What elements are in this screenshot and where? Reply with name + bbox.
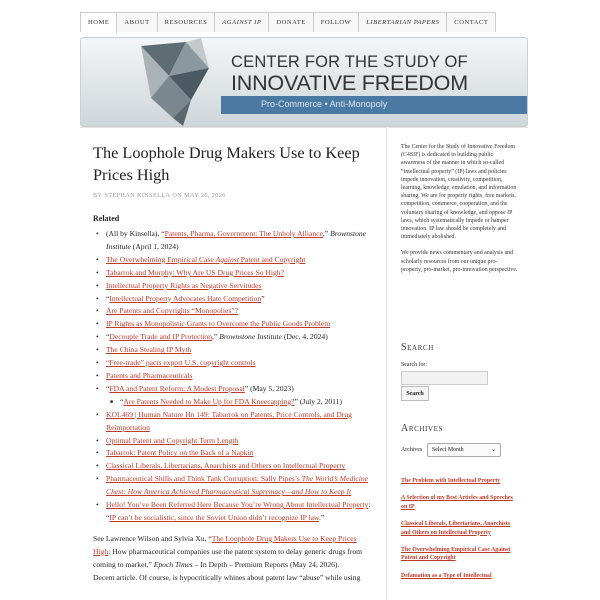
main-nav [80,12,496,32]
post-content [93,142,375,584]
nav-follow[interactable]: FOLLOW [314,13,359,32]
nav-resources[interactable]: RESOURCES [158,13,216,32]
about-text-2: We provide news commentary and analysis and scholarly resources from our unique pro-property, pro-market, pro-innovation perspective. [401,250,518,273]
list-item [93,435,375,448]
nav-libertarian-papers[interactable]: LIBERTARIAN PAPERS [359,13,447,32]
article-link[interactable]: The Loophole Drug Makers Use to Keep Prices High [93,533,357,556]
list-item [93,409,375,435]
list-item: • “Intellectual Property Advocates Hate Competition” [93,293,375,306]
nav-contact[interactable]: CONTACT [454,19,489,26]
list-item [93,499,375,525]
related-link[interactable]: Decouple Trade and IP Protection [109,332,213,342]
body-paragraph: See Lawrence Wilson and Sylvia Xu, “The Loophole Drug Makers Use to Keep Prices High: How pharmaceutical companies use the patent system to delay generic drugs from coming to market,” Epoch Times – In Depth – Premium Reports (May 24, 2026). Decent article. Of course, is hypocritically whines about patent law “abuse” while using [93,533,363,582]
sidebar-link[interactable]: The Overwhelming Empirical Case Against Patent and Copyright [401,547,511,562]
text: : “ [106,500,371,522]
related-link[interactable]: Pharmaceutical Shills and Think Tank Corruption: Sally Pipes’s The World’s Medicine Chest: How America Achieved Pharmaceutical Supremacy—and How to Keep It [106,474,368,497]
source: Brownstone Institute [106,229,367,251]
search-input[interactable] [401,371,488,385]
site-banner[interactable] [80,37,528,127]
related-link[interactable]: Intellectual Property Advocates Hate Competition [109,293,262,303]
list-item [93,254,375,267]
list-item [401,546,518,563]
body-continued: Decent article. Of course, is hypocritically whines about patent law “abuse” while using [93,572,361,582]
related-link[interactable]: Are Patents and Copyrights “Monopolies”? [106,306,239,316]
about-widget [401,143,518,274]
list-item: • “FDA and Patent Reform: A Modest Proposal” (May 5, 2023) ■ “Are Patents Needed to Make Up for FDA Kneecapping?” (July 2, 2011) [93,383,375,409]
search-button[interactable]: Search [401,386,429,401]
search-label: Search for: [401,362,428,368]
list-item [93,357,375,370]
related-list [93,228,375,525]
related-heading: Related [93,214,120,223]
nav-donate[interactable]: DONATE [269,13,313,32]
sidebar-links [401,477,518,589]
related-link[interactable]: Intellectual Property Rights as Negative Servitudes [106,280,262,290]
list-item: • “Decouple Trade and IP Protection,” Brownstone Institute (Dec. 4, 2024) [93,331,375,344]
nav-home[interactable]: HOME [81,13,117,33]
list-item [93,280,375,293]
related-link[interactable]: Hello! You’ve Been Referred Here Because You’re Wrong About Intellectual Property [106,500,369,510]
text: (April 1, 2024) [130,241,179,251]
related-link[interactable]: Patents and Pharmaceuticals [106,370,193,380]
byline-on: ON [172,192,183,199]
banner-line-1: CENTER FOR THE STUDY OF [231,53,468,71]
related-link[interactable]: Are Patents Needed to Make Up for FDA Kneecapping? [123,396,295,406]
source: Brownstone Institute [219,332,282,342]
sidebar-link[interactable]: Classical Liberals, Libertarians, Anarchists and Others on Intellectual Property [401,521,511,536]
related-link[interactable]: The China Stealing IP Myth [106,345,192,355]
list-item: ■ “Are Patents Needed to Make Up for FDA Kneecapping?” (July 2, 2011) [106,396,375,409]
archives-selected-value: Select Month [432,447,464,453]
list-item [93,473,375,499]
sidebar-link[interactable]: Defamation as a Type of Intellectual [401,572,492,579]
related-link[interactable]: KOL469 | Human Nature Hn 149: Tabarrok on Patents, Price Controls, and Drug Reimportation [106,409,352,432]
list-item [401,494,518,511]
chevron-down-icon: ⌄ [490,447,496,453]
list-item [401,477,518,485]
main-column [80,127,387,600]
text: ,” [322,229,331,238]
related-link[interactable]: Tabarrok and Murphy: Why Are US Drug Prices So High? [106,267,284,277]
origami-bird-logo [131,38,221,127]
related-link[interactable]: Optimal Patent and Copyright Term Length [106,435,239,445]
list-item [93,267,375,280]
text: (Dec. 4, 2024) [281,332,328,342]
sidebar-link[interactable]: The Problem with Intellectual Property [401,478,501,484]
list-item [93,305,375,318]
nav-against-ip[interactable]: AGAINST IP [215,13,269,32]
archives-select[interactable] [427,443,501,457]
list-item [93,344,375,357]
post-date: MAY 26, 2026 [184,192,226,199]
related-link[interactable]: IP Rights as Monopolistic Grants to Overcome the Public Goods Problem [106,319,331,329]
byline-prefix: BY [93,192,103,199]
sidebar-link[interactable]: A Selection of my Best Articles and Speeches on IP [401,495,513,510]
about-text: The Center for the Study of Innovative Freedom (C4SIF) is dedicated to building public awareness of the manner in which so-called “intellectual property” (IP) laws and policies impede innovation, creativity, competition, learning, knowledge, emulation, and information sharing. We are for property rights, free markets, competition, commerce, cooperation, and the voluntary sharing of knowledge, and oppose IP laws, which systematically impede or hamper innovation. IP law should be completely and immediately abolished. [401,144,517,241]
list-item [93,460,375,473]
related-link[interactable]: “Free-trade” pacts export U.S. copyright controls [106,358,256,368]
banner-line-2: INNOVATIVE FREEDOM [231,71,468,95]
list-item [93,447,375,460]
related-link[interactable]: FDA and Patent Reform: A Modest Proposal [109,383,245,393]
related-link[interactable]: Classical Liberals, Libertarians, Anarchists and Others on Intellectual Property [106,461,346,471]
text: ” (May 5, 2023) [244,383,294,393]
list-item [401,520,518,537]
list-item [93,370,375,383]
banner-tagline: Pro-Commerce • Anti-Monopoly [261,99,388,109]
post-byline [93,192,375,199]
list-item [93,318,375,331]
post-author[interactable]: STEPHAN KINSELLA [104,192,171,199]
text: .” [318,512,325,522]
list-item [401,572,518,580]
related-link[interactable]: Patents, Pharma, Government: The Unholy Alliance [164,229,323,238]
archives-label: Archives [401,447,423,453]
sidebar [388,127,528,600]
post-title: The Loophole Drug Makers Use to Keep Prices High [93,143,360,184]
text: (All by Kinsella), “ [106,229,165,238]
text: ” (July 2, 2011) [294,396,342,406]
list-item [93,228,375,254]
related-link[interactable]: The Overwhelming Empirical Case Against Patent and Copyright [106,254,306,264]
sub-list [106,396,375,409]
related-link[interactable]: Tabarrok: Patent Policy on the Back of a Napkin [106,448,254,458]
search-heading: Search [401,342,434,353]
archives-heading: Archives [401,423,443,434]
nav-about[interactable]: ABOUT [117,13,157,32]
related-link[interactable]: IP can’t be socialistic, since the Soviet Union didn’t recognize IP law [109,512,319,522]
